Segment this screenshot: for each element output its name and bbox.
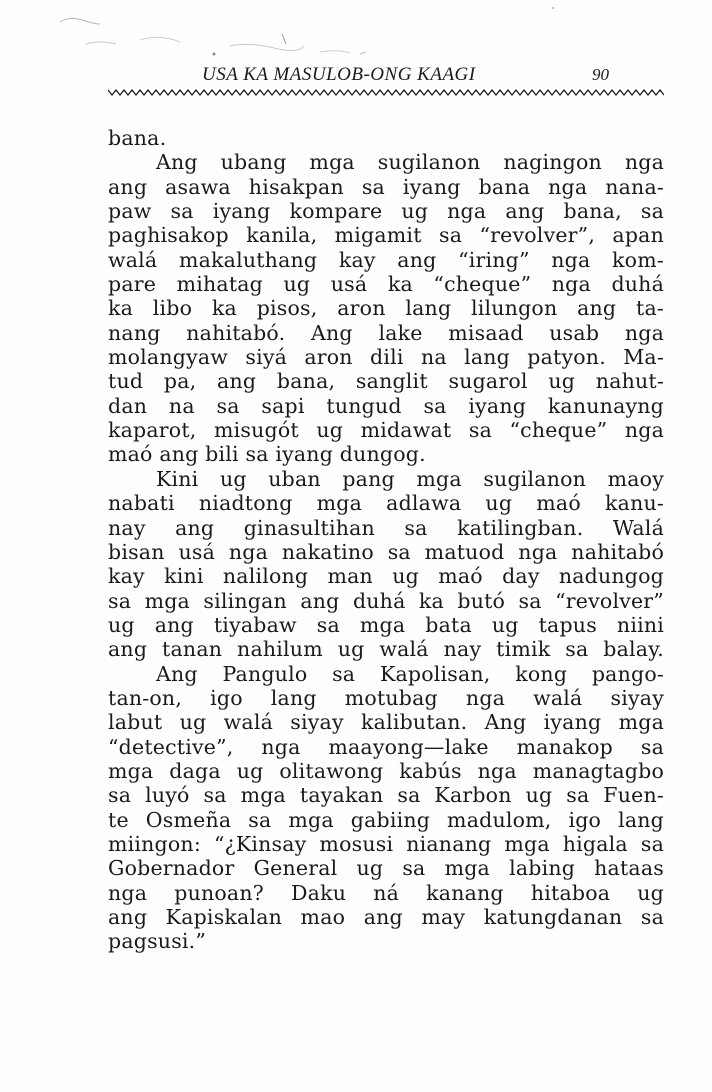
text-line: Kini ug uban pang mga sugilanon maoy	[156, 466, 664, 491]
text-line: kay kini nalilong man ug maó day nadungog	[108, 564, 664, 589]
text-line: bana.	[108, 126, 167, 150]
text-line: sa luyó sa mga tayakan sa Karbon ug sa Fuen-	[108, 783, 664, 808]
text-line: nga punoan? Daku ná kanang hitaboa ug	[108, 880, 664, 905]
body-text	[108, 126, 664, 954]
text-line: kaparot, misugót ug midawat sa “cheque” nga	[108, 418, 664, 443]
text-line: dan na sa sapi tungud sa iyang kanunayng	[108, 393, 664, 418]
text-line: miingon: “¿Kinsay mosusi nianang mga higala sa	[108, 831, 664, 856]
text-line: tud pa, ang bana, sanglit sugarol ug nahut-	[108, 369, 664, 394]
text-line: pare mihatag ug usá ka “cheque” nga duhá	[108, 272, 664, 297]
wavy-header-rule	[108, 86, 664, 100]
text-line: ka libo ka pisos, aron lang lilungon ang ta-	[108, 296, 664, 321]
text-line: tan-on, igo lang motubag nga walá siyay	[108, 685, 664, 710]
text-line: mga daga ug olitawong kabús nga managtagbo	[108, 758, 664, 783]
text-line: sa mga silingan ang duhá ka butó sa “revolver”	[108, 588, 664, 613]
text-line: nang nahitabó. Ang lake misaad usab nga	[108, 320, 664, 345]
text-line: labut ug walá siyay kalibutan. Ang iyang mga	[108, 710, 664, 735]
page-header	[108, 64, 664, 104]
text-line: nay ang ginasultihan sa katilingban. Walá	[108, 515, 664, 540]
text-line: Ang ubang mga sugilanon nagingon nga	[156, 150, 664, 175]
text-line: ang asawa hisakpan sa iyang bana nga nana-	[108, 174, 664, 199]
text-line: paghisakop kanila, migamit sa “revolver”, apan	[108, 223, 664, 248]
text-line: walá makaluthang kay ang “iring” nga kom-	[108, 247, 664, 272]
text-line: paw sa iyang kompare ug nga ang bana, sa	[108, 199, 664, 224]
text-line: bisan usá nga nakatino sa matuod nga nahitabó	[108, 539, 664, 564]
text-line: Ang Pangulo sa Kapolisan, kong pango-	[156, 661, 664, 686]
paper-scuff-marks	[0, 0, 712, 60]
running-title: USA KA MASULOB-ONG KAAGI	[202, 64, 476, 85]
text-line: maó ang bili sa iyang dungog.	[108, 442, 426, 467]
text-line: ang tanan nahilum ug walá nay timik sa balay.	[108, 637, 664, 662]
text-line: “detective”, nga maayong—lake manakop sa	[108, 734, 664, 759]
text-line: te Osmeña sa mga gabiing madulom, igo lang	[108, 807, 664, 832]
text-line: ang Kapiskalan mao ang may katungdanan sa	[108, 905, 664, 929]
text-line: pagsusi.”	[108, 929, 207, 954]
text-line: nabati niadtong mga adlawa ug maó kanu-	[108, 491, 664, 516]
text-line: ug ang tiyabaw sa mga bata ug tapus niini	[108, 612, 664, 637]
page-number: 90	[592, 65, 609, 84]
text-line: molangyaw siyá aron dili na lang patyon. Ma-	[108, 345, 664, 370]
text-line: Gobernador General ug sa mga labing hataas	[108, 856, 664, 881]
